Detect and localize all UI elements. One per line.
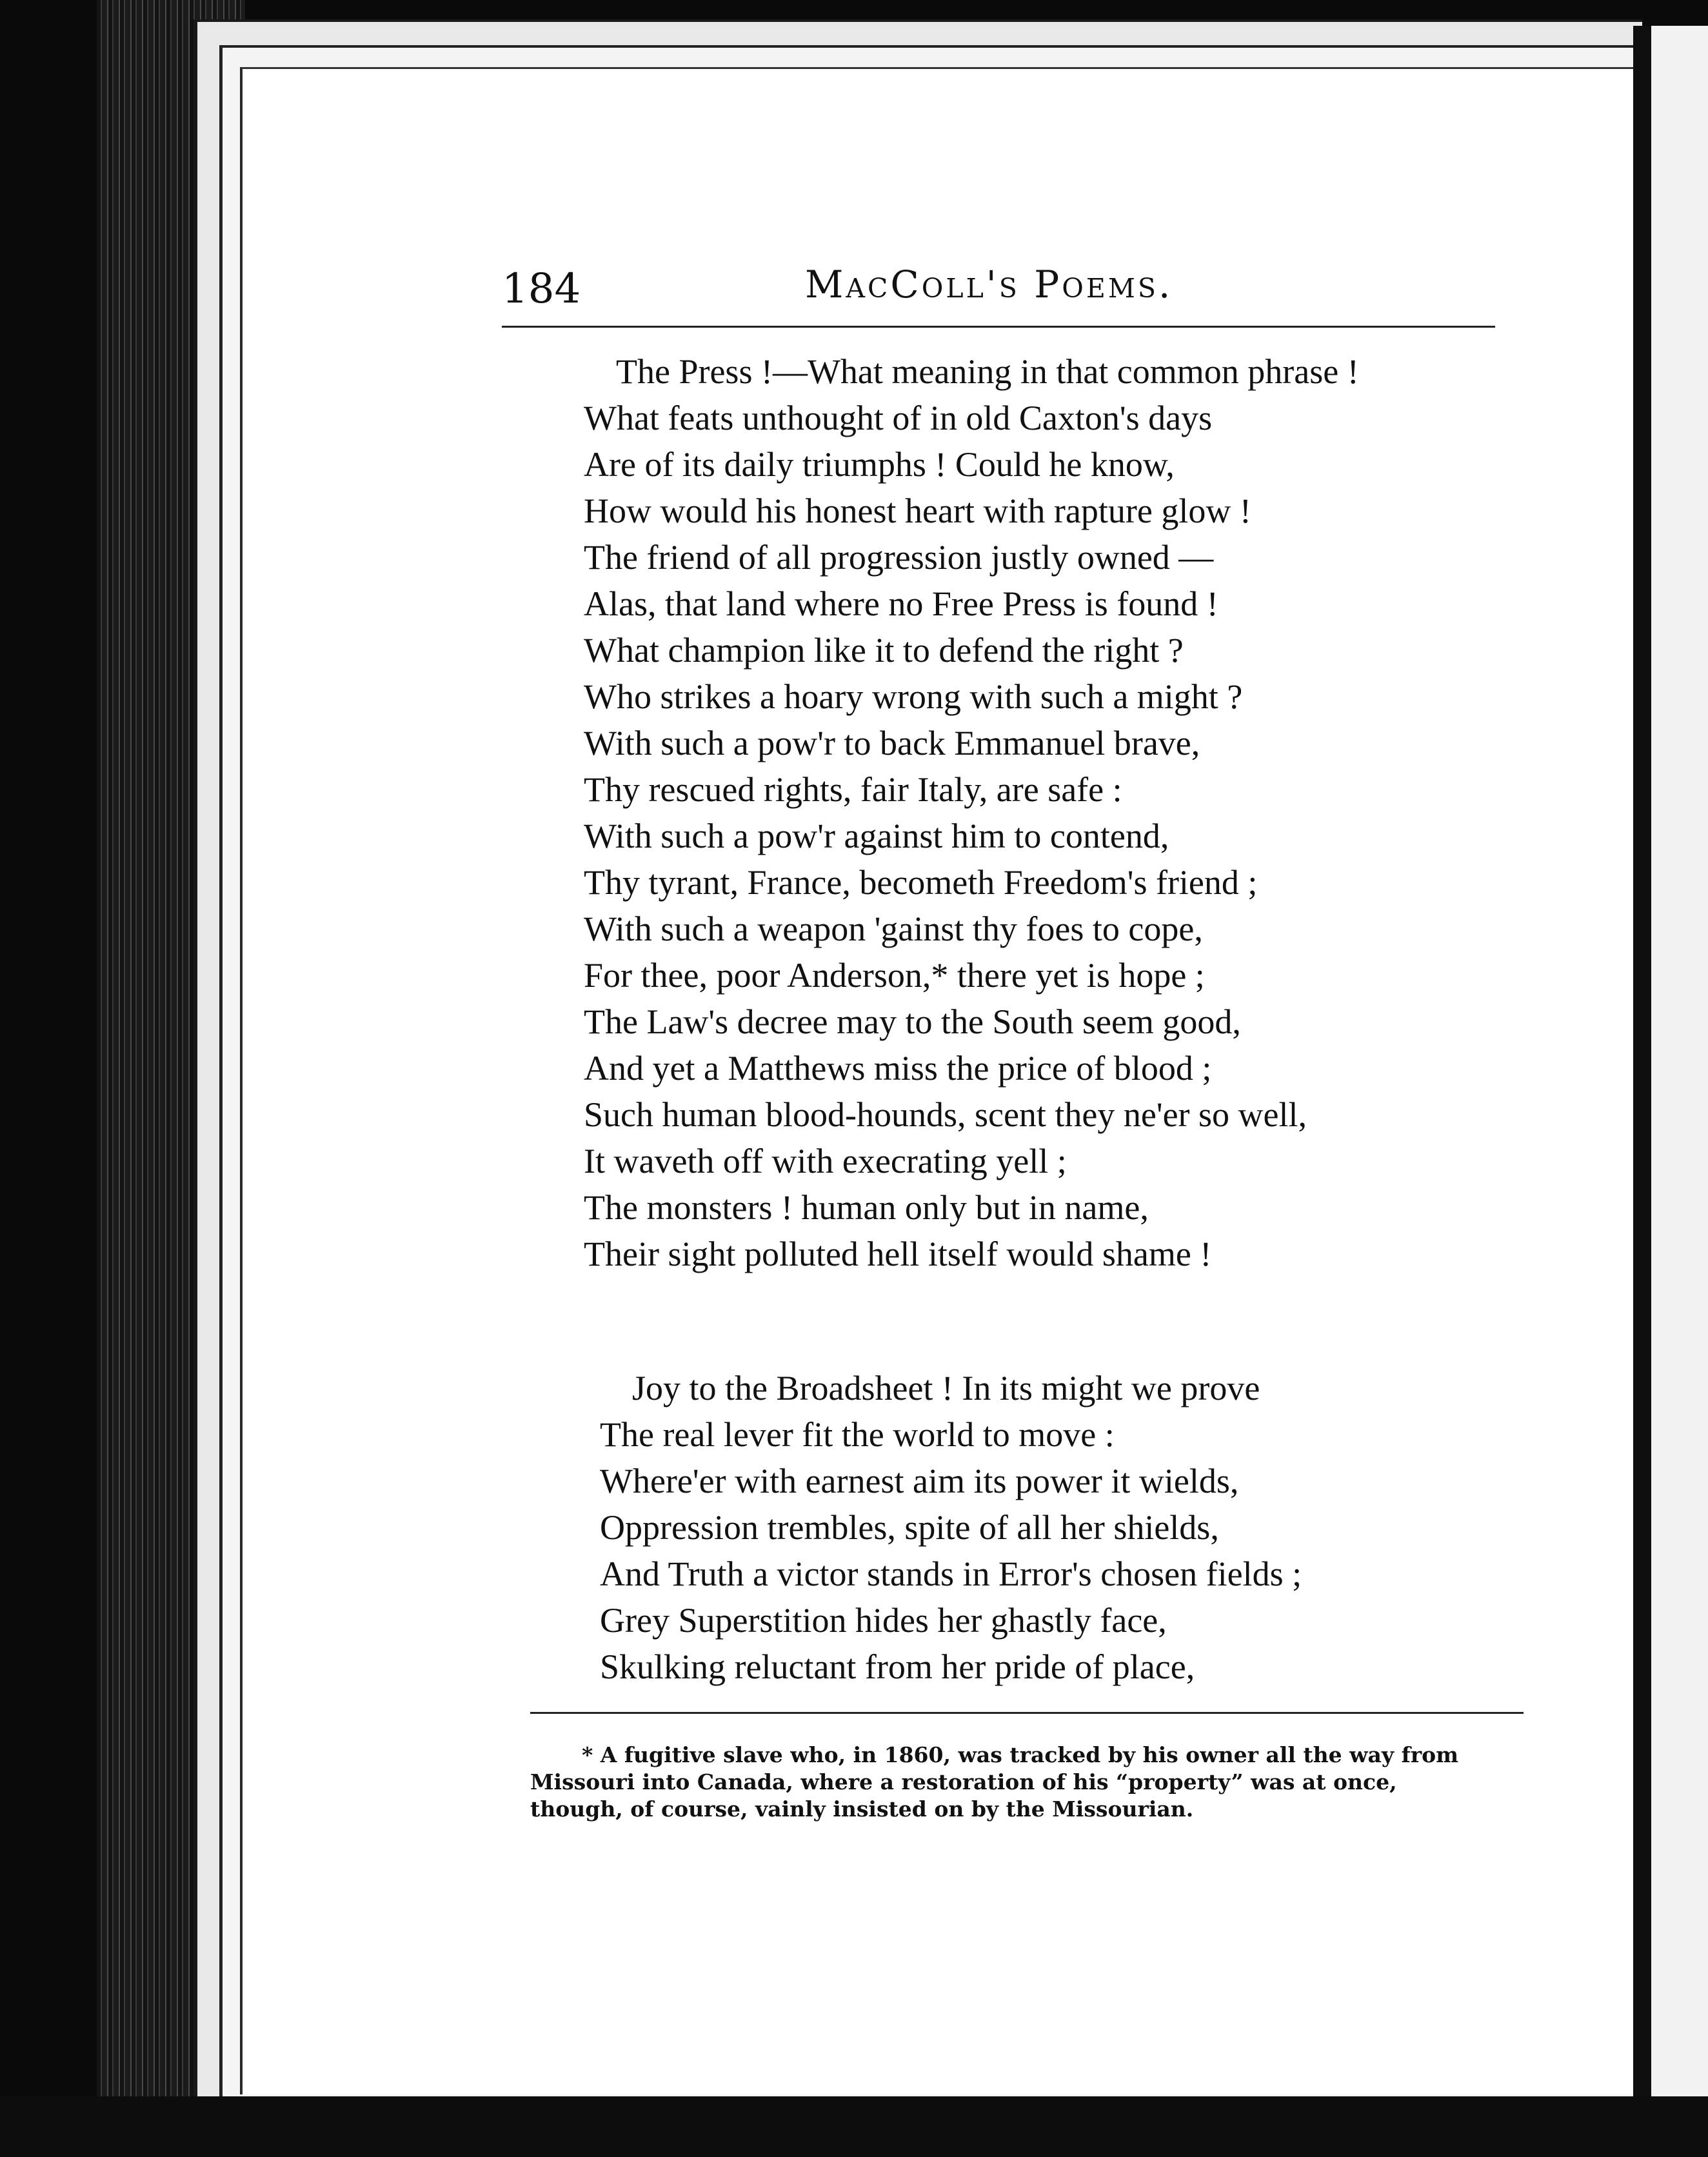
poem-line: Alas, that land where no Free Press is found ! — [584, 584, 1218, 623]
poem-line: Such human blood-hounds, scent they ne'er so well, — [584, 1095, 1307, 1134]
poem-line: With such a pow'r to back Emmanuel brave, — [584, 724, 1200, 762]
facing-page-strip — [1651, 26, 1708, 2154]
footnote — [530, 1742, 1524, 1823]
poem-line: It waveth off with execrating yell ; — [584, 1142, 1067, 1180]
poem-line: Joy to the Broadsheet ! In its might we prove — [632, 1369, 1260, 1407]
footnote-line: * A fugitive slave who, in 1860, was tracked by his owner all the way from — [582, 1742, 1459, 1767]
footnote-line: though, of course, vainly insisted on by the Missourian. — [530, 1796, 1194, 1822]
page-number: 184 — [502, 265, 581, 313]
bottom-margin-shadow — [0, 2096, 1708, 2157]
header-rule — [502, 326, 1495, 328]
poem-line: Are of its daily triumphs ! Could he know, — [584, 445, 1175, 484]
poem-line: Thy rescued rights, fair Italy, are safe : — [584, 770, 1122, 809]
poem-line: The friend of all progression justly owned — — [584, 538, 1214, 577]
poem-line: What feats unthought of in old Caxton's days — [584, 399, 1213, 437]
stanza-2 — [600, 1365, 1302, 1690]
poem-line: The real lever fit the world to move : — [600, 1415, 1115, 1454]
poem-line: Who strikes a hoary wrong with such a might ? — [584, 677, 1243, 716]
running-head — [502, 255, 1495, 326]
poem-line: The Law's decree may to the South seem good, — [584, 1002, 1241, 1041]
poem-line: How would his honest heart with rapture glow ! — [584, 492, 1251, 530]
poem-line: With such a pow'r against him to contend, — [584, 817, 1169, 855]
right-page-edge — [1633, 26, 1651, 2154]
poem-line: With such a weapon 'gainst thy foes to cope, — [584, 910, 1203, 948]
poem-line: Skulking reluctant from her pride of place, — [600, 1647, 1195, 1686]
footnote-rule — [530, 1712, 1524, 1714]
stanza-1 — [584, 348, 1359, 1277]
poem-line: Thy tyrant, France, becometh Freedom's friend ; — [584, 863, 1258, 902]
poem-line: The Press !—What meaning in that common phrase ! — [616, 352, 1359, 391]
poem-line: And Truth a victor stands in Error's chosen fields ; — [600, 1555, 1302, 1593]
poem-line: Grey Superstition hides her ghastly face, — [600, 1601, 1167, 1640]
book-title: MacColl's Poems. — [805, 263, 1173, 306]
poem-line: For thee, poor Anderson,* there yet is hope ; — [584, 956, 1205, 995]
poem-line: And yet a Matthews miss the price of blood ; — [584, 1049, 1212, 1088]
poem-line: Where'er with earnest aim its power it wields, — [600, 1462, 1239, 1500]
poem-line: Their sight polluted hell itself would shame ! — [584, 1235, 1212, 1273]
poem-line: The monsters ! human only but in name, — [584, 1188, 1149, 1227]
poem-line: Oppression trembles, spite of all her shields, — [600, 1508, 1219, 1547]
footnote-line: Missouri into Canada, where a restoration of his “property” was at once, — [530, 1769, 1397, 1794]
poem-line: What champion like it to defend the right ? — [584, 631, 1184, 670]
